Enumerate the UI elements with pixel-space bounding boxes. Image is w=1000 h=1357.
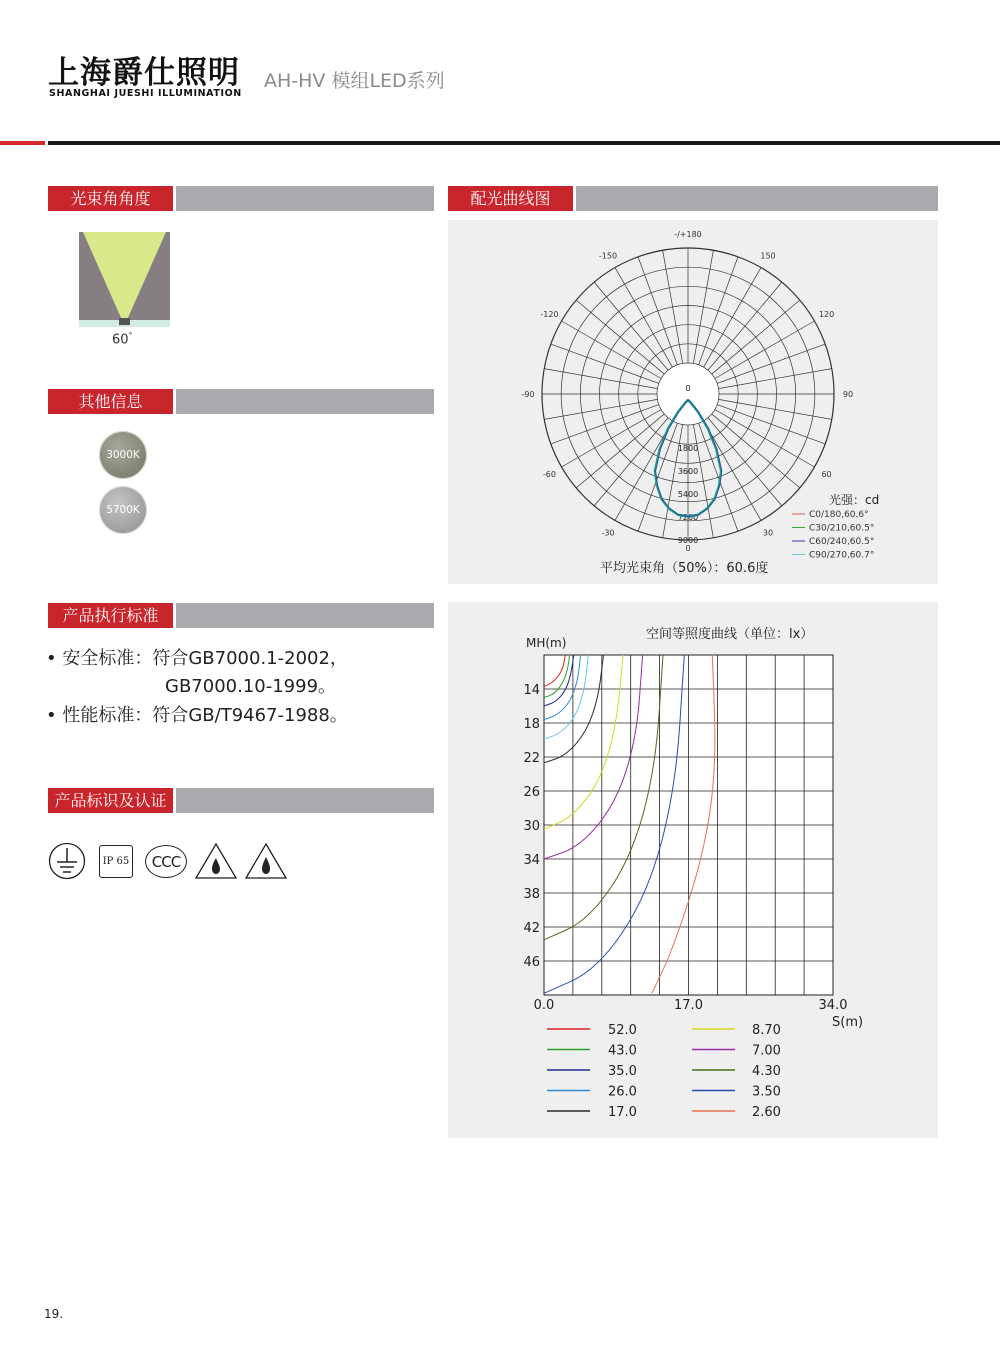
isolux-legend-item: 52.0: [608, 1023, 637, 1038]
color-temp-5700k-badge: 5700K: [99, 486, 147, 534]
section-label: 配光曲线图: [448, 186, 573, 211]
isolux-chart: [448, 602, 938, 1138]
flame-triangle-icon: [194, 842, 238, 880]
ground-icon: [47, 842, 89, 880]
polar-radial-label: 1800: [677, 444, 699, 453]
polar-angle-label: -150: [598, 251, 618, 261]
section-header-beam-angle: [48, 186, 434, 211]
polar-radial-label: 5400: [677, 490, 699, 499]
polar-spoke: [551, 344, 659, 383]
polar-spoke: [717, 344, 825, 383]
section-label: 产品标识及认证: [48, 788, 173, 813]
color-temp-3000k-badge: 3000K: [99, 431, 147, 479]
polar-spoke: [638, 423, 677, 531]
polar-legend-item: C60/240,60.5°: [809, 537, 875, 547]
polar-angle-label: 0: [685, 544, 691, 553]
section-label: 其他信息: [48, 389, 173, 414]
section-header-certifications: [48, 788, 434, 813]
section-bar: [176, 788, 434, 813]
isolux-x-tick: 17.0: [674, 998, 703, 1013]
polar-footer: 平均光束角（50%）：60.6度: [600, 561, 769, 576]
section-bar: [576, 186, 938, 211]
isolux-legend-item: 7.00: [752, 1043, 781, 1059]
polar-chart-panel: [448, 220, 938, 584]
isolux-legend-item: 35.0: [608, 1064, 637, 1079]
beam-angle-value: 60°: [112, 331, 133, 348]
polar-angle-label: 30: [762, 528, 774, 538]
polar-angle-label: 150: [760, 251, 776, 261]
isolux-y-tick: 14: [523, 683, 540, 698]
polar-distribution-chart: [448, 220, 938, 584]
isolux-legend-item: 4.30: [752, 1064, 781, 1079]
brand-name-cn: 上海爵仕照明: [48, 55, 240, 91]
series-title: AH-HV 模组LED系列: [264, 70, 445, 92]
isolux-y-tick: 26: [523, 785, 540, 800]
polar-angle-label: -60: [542, 470, 556, 479]
polar-spoke: [699, 423, 738, 531]
ip65-icon: IP 65: [99, 845, 133, 878]
isolux-y-tick: 46: [523, 955, 540, 970]
isolux-x-tick: 0.0: [533, 998, 555, 1013]
isolux-chart-panel: [448, 602, 938, 1138]
isolux-legend-item: 3.50: [752, 1084, 781, 1100]
isolux-legend-item: 2.60: [752, 1105, 781, 1120]
isolux-y-tick: 22: [523, 751, 540, 766]
isolux-legend-item: 26.0: [608, 1084, 637, 1100]
polar-radial-label: 7200: [677, 513, 699, 522]
polar-radial-label: 9000: [677, 536, 699, 545]
isolux-legend-item: 17.0: [608, 1105, 637, 1120]
section-header-standards: [48, 603, 434, 628]
polar-legend-item: C0/180,60.6°: [809, 510, 869, 520]
section-bar: [176, 186, 434, 211]
section-label: 光束角角度: [48, 186, 173, 211]
isolux-x-label: S(m): [832, 1015, 864, 1030]
section-header-other-info: [48, 389, 434, 414]
isolux-y-label: MH(m): [526, 636, 567, 650]
section-bar: [176, 603, 434, 628]
polar-radial-label: 3600: [677, 467, 699, 476]
isolux-y-tick: 18: [523, 717, 540, 732]
water-drop-triangle-icon: [244, 842, 288, 880]
header-rule-accent: [0, 141, 45, 145]
beam-angle-illustration: [79, 232, 170, 327]
polar-spoke: [551, 405, 659, 444]
polar-legend-item: C90/270,60.7°: [809, 550, 875, 561]
standard-performance: • 性能标准：符合GB/T9467-1988。: [46, 705, 348, 726]
polar-legend-title: 光强：cd: [829, 493, 880, 507]
isolux-legend-item: 43.0: [608, 1043, 637, 1059]
polar-ring: [657, 363, 719, 425]
isolux-y-tick: 30: [523, 819, 540, 834]
isolux-y-tick: 34: [523, 853, 540, 868]
polar-angle-label: 90: [842, 390, 854, 399]
polar-angle-label: 60: [821, 470, 832, 479]
isolux-y-tick: 38: [523, 887, 540, 902]
header-rule: [48, 141, 1000, 145]
standard-safety-line2: GB7000.10-1999。: [165, 676, 337, 697]
polar-radial-label: 0: [685, 384, 691, 393]
polar-angle-label: 120: [818, 310, 835, 319]
polar-spoke: [717, 405, 825, 444]
page-number: 19.: [44, 1307, 64, 1321]
isolux-legend-item: 8.70: [752, 1023, 781, 1038]
polar-angle-label: -30: [601, 528, 615, 538]
standard-safety-line1: • 安全标准：符合GB7000.1-2002，: [46, 648, 348, 669]
isolux-x-tick: 34.0: [818, 998, 848, 1013]
section-bar: [176, 389, 434, 414]
polar-angle-label: -120: [540, 310, 559, 319]
polar-angle-label: -/+180: [674, 230, 702, 239]
polar-angle-label: -90: [521, 390, 535, 399]
ccc-icon: CCC: [145, 845, 187, 878]
polar-spoke: [638, 257, 677, 365]
section-label: 产品执行标准: [48, 603, 173, 628]
polar-legend-item: C30/210,60.5°: [809, 523, 875, 534]
isolux-title: 空间等照度曲线（单位：lx）: [646, 627, 814, 642]
polar-spoke: [699, 257, 738, 365]
brand-name-en: SHANGHAI JUESHI ILLUMINATION: [49, 88, 242, 99]
section-header-light-curve: [448, 186, 938, 211]
isolux-y-tick: 42: [523, 921, 540, 936]
